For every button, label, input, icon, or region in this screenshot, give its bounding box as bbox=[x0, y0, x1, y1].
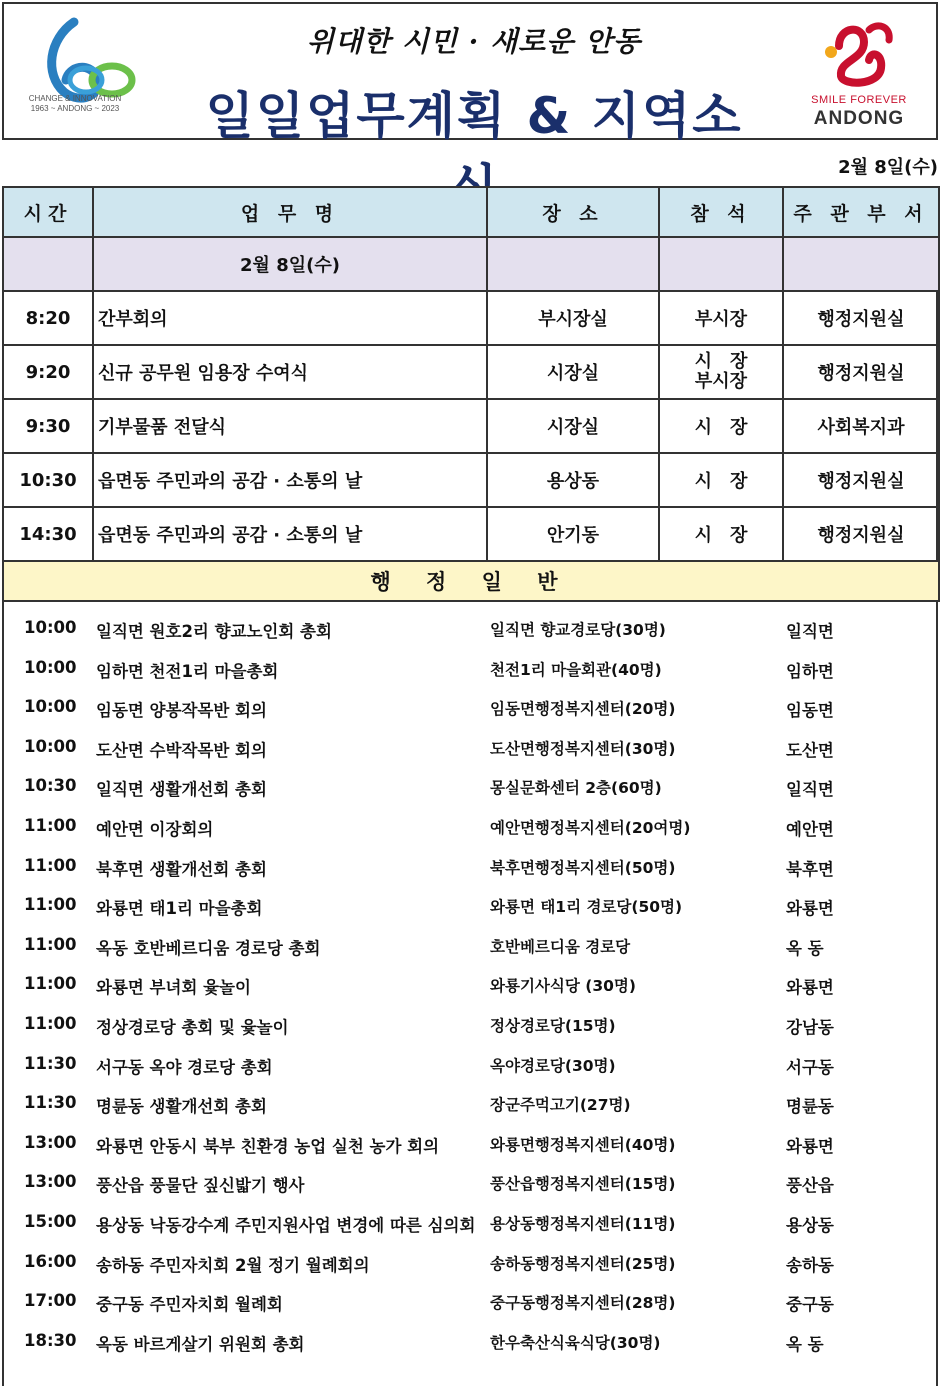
list-item bbox=[4, 766, 936, 806]
event-dept: 행정지원실 bbox=[783, 507, 939, 561]
general-time: 10:30 bbox=[24, 776, 77, 796]
general-place: 옥야경로당(30명) bbox=[490, 1056, 616, 1075]
event-task: 신규 공무원 임용장 수여식 bbox=[93, 345, 487, 399]
general-place: 예안면행정복지센터(20여명) bbox=[490, 818, 691, 837]
general-place: 호반베르디움 경로당 bbox=[490, 937, 631, 956]
logo-left-caption bbox=[10, 94, 140, 114]
list-item bbox=[4, 1083, 936, 1123]
general-time: 11:00 bbox=[24, 974, 77, 994]
list-item bbox=[4, 806, 936, 846]
table-row bbox=[3, 291, 939, 345]
general-dept: 와룡면 bbox=[786, 899, 834, 919]
list-item bbox=[4, 846, 936, 886]
event-time: 14:30 bbox=[3, 507, 93, 561]
general-time: 13:00 bbox=[24, 1132, 77, 1152]
general-time: 11:00 bbox=[24, 1013, 77, 1033]
table-row bbox=[3, 345, 939, 399]
date-row-label: 2월 8일(수) bbox=[93, 237, 487, 291]
general-time: 13:00 bbox=[24, 1172, 77, 1192]
date-row-empty bbox=[3, 237, 93, 291]
general-dept: 강남동 bbox=[786, 1017, 834, 1037]
general-dept: 와룡면 bbox=[786, 1136, 834, 1156]
event-place: 용상동 bbox=[487, 453, 659, 507]
general-dept: 송하동 bbox=[786, 1255, 834, 1275]
list-item bbox=[4, 1004, 936, 1044]
event-attend: 시 장 bbox=[659, 399, 783, 453]
general-dept: 명륜동 bbox=[786, 1097, 834, 1117]
general-task: 중구동 주민자치회 월례회 bbox=[96, 1295, 283, 1315]
table-row bbox=[3, 507, 939, 561]
general-time: 16:00 bbox=[24, 1251, 77, 1271]
general-time: 15:00 bbox=[24, 1211, 77, 1231]
event-time: 9:30 bbox=[3, 399, 93, 453]
slogan: 위대한 시민 · 새로운 안동 bbox=[306, 25, 642, 58]
event-attend: 시 장 bbox=[659, 453, 783, 507]
event-place: 시장실 bbox=[487, 399, 659, 453]
event-dept: 행정지원실 bbox=[783, 453, 939, 507]
general-time: 10:00 bbox=[24, 697, 77, 717]
general-place: 도산면행정복지센터(30명) bbox=[490, 739, 676, 758]
general-dept: 용상동 bbox=[786, 1215, 834, 1235]
general-dept: 예안면 bbox=[786, 819, 834, 839]
schedule-table bbox=[2, 186, 940, 602]
column-header-task: 업 무 명 bbox=[93, 187, 487, 237]
list-item bbox=[4, 1123, 936, 1163]
general-task: 풍산읍 풍물단 짚신밟기 행사 bbox=[96, 1176, 305, 1196]
general-place: 풍산읍행정복지센터(15명) bbox=[490, 1175, 676, 1194]
general-place: 임동면행정복지센터(20명) bbox=[490, 700, 676, 719]
general-task: 일직면 원호2리 향교노인회 총회 bbox=[96, 622, 332, 641]
general-task: 서구동 옥야 경로당 총회 bbox=[96, 1057, 273, 1077]
general-task: 임동면 양봉작목반 회의 bbox=[96, 701, 267, 721]
general-dept: 옥 동 bbox=[786, 938, 824, 958]
smile-andong-logo-icon bbox=[819, 16, 899, 88]
general-task: 임하면 천전1리 마을총회 bbox=[96, 661, 279, 681]
general-place: 북후면행정복지센터(50명) bbox=[490, 858, 676, 877]
general-task: 송하동 주민자치회 2월 정기 월례회의 bbox=[96, 1255, 370, 1275]
general-time: 10:00 bbox=[24, 618, 77, 637]
general-dept: 일직면 bbox=[786, 780, 834, 800]
general-place: 와룡면행정복지센터(40명) bbox=[490, 1135, 676, 1154]
date-row-empty bbox=[783, 237, 939, 291]
general-time: 10:00 bbox=[24, 657, 77, 677]
list-item bbox=[4, 1281, 936, 1321]
general-section-heading: 행 정 일 반 bbox=[3, 561, 939, 601]
general-time: 11:30 bbox=[24, 1093, 77, 1113]
list-item bbox=[4, 608, 936, 648]
general-dept: 임하면 bbox=[786, 661, 834, 681]
general-place: 송하동행정복지센터(25명) bbox=[490, 1254, 676, 1273]
event-attend-line: 시 장 bbox=[694, 351, 748, 372]
general-place: 중구동행정복지센터(28명) bbox=[490, 1294, 676, 1313]
general-dept: 북후면 bbox=[786, 859, 834, 879]
column-header-place: 장 소 bbox=[487, 187, 659, 237]
date-row bbox=[3, 237, 939, 291]
list-item bbox=[4, 648, 936, 688]
header-banner bbox=[2, 2, 938, 145]
general-task: 와룡면 안동시 북부 친환경 농업 실천 농가 회의 bbox=[96, 1136, 440, 1156]
general-time: 11:00 bbox=[24, 895, 77, 915]
general-place: 와룡기사식당 (30명) bbox=[490, 977, 636, 996]
general-place: 일직면 향교경로당(30명) bbox=[490, 621, 666, 639]
event-time: 8:20 bbox=[3, 291, 93, 345]
general-task: 일직면 생활개선회 총회 bbox=[96, 780, 267, 800]
event-task: 읍면동 주민과의 공감 · 소통의 날 bbox=[93, 453, 487, 507]
general-dept: 중구동 bbox=[786, 1295, 834, 1315]
general-task: 예안면 이장회의 bbox=[96, 819, 214, 839]
event-task: 기부물품 전달식 bbox=[93, 399, 487, 453]
general-place: 한우축산식육식당(30명) bbox=[490, 1333, 661, 1352]
date-row-empty bbox=[487, 237, 659, 291]
general-task: 명륜동 생활개선회 총회 bbox=[96, 1097, 267, 1117]
event-attend-line: 부시장 bbox=[694, 371, 748, 392]
list-item bbox=[4, 1242, 936, 1282]
event-time: 9:20 bbox=[3, 345, 93, 399]
table-row bbox=[3, 399, 939, 453]
general-time: 18:30 bbox=[24, 1330, 77, 1350]
general-dept: 도산면 bbox=[786, 740, 834, 760]
general-time: 11:30 bbox=[24, 1053, 77, 1073]
column-header-dept: 주 관 부 서 bbox=[783, 187, 939, 237]
general-task: 정상경로당 총회 및 윷놀이 bbox=[96, 1017, 289, 1037]
column-header-time: 시간 bbox=[3, 187, 93, 237]
logo-left-tagline: CHANGE & INNOVATION bbox=[28, 94, 122, 103]
general-place: 천전1리 마을회관(40명) bbox=[490, 660, 662, 679]
general-task: 용상동 낙동강수계 주민지원사업 변경에 따른 심의회 bbox=[96, 1215, 476, 1235]
date-row-empty bbox=[659, 237, 783, 291]
general-task: 북후면 생활개선회 총회 bbox=[96, 859, 267, 879]
table-row bbox=[3, 453, 939, 507]
list-item bbox=[4, 925, 936, 965]
list-item bbox=[4, 885, 936, 925]
page-title: 일일업무계획 & 지역소 bbox=[205, 87, 743, 145]
general-dept: 옥 동 bbox=[786, 1334, 824, 1354]
logo-right-name: ANDONG bbox=[813, 108, 905, 129]
general-dept: 일직면 bbox=[786, 622, 834, 641]
event-task: 읍면동 주민과의 공감 · 소통의 날 bbox=[93, 507, 487, 561]
general-dept: 임동면 bbox=[786, 701, 834, 721]
event-task: 간부회의 bbox=[93, 291, 487, 345]
logo-right-tagline: SMILE FOREVER bbox=[811, 94, 907, 106]
general-task: 옥동 호반베르디움 경로당 총회 bbox=[96, 938, 321, 958]
event-dept: 사회복지과 bbox=[783, 399, 939, 453]
general-place: 와룡면 태1리 경로당(50명) bbox=[490, 898, 683, 917]
logo-left-years: 1963 ~ ANDONG ~ 2023 bbox=[30, 104, 120, 113]
column-header-attend: 참 석 bbox=[659, 187, 783, 237]
event-time: 10:30 bbox=[3, 453, 93, 507]
general-time: 11:00 bbox=[24, 934, 77, 954]
list-item bbox=[4, 1321, 936, 1361]
general-place: 용상동행정복지센터(11명) bbox=[490, 1214, 676, 1233]
list-item bbox=[4, 1044, 936, 1084]
event-attend: 부시장 bbox=[659, 291, 783, 345]
event-dept: 행정지원실 bbox=[783, 291, 939, 345]
general-dept: 풍산읍 bbox=[786, 1176, 834, 1196]
event-place: 시장실 bbox=[487, 345, 659, 399]
general-task: 옥동 바르게살기 위원회 총회 bbox=[96, 1334, 305, 1354]
general-time: 17:00 bbox=[24, 1291, 77, 1311]
general-dept: 서구동 bbox=[786, 1057, 834, 1077]
general-time: 10:00 bbox=[24, 736, 77, 756]
general-task: 도산면 수박작목반 회의 bbox=[96, 740, 267, 760]
general-place: 장군주먹고기(27명) bbox=[490, 1096, 631, 1115]
general-place: 몽실문화센터 2층(60명) bbox=[490, 779, 662, 798]
general-task: 와룡면 부녀회 윷놀이 bbox=[96, 978, 251, 998]
event-attend: 시 장 bbox=[659, 507, 783, 561]
general-list bbox=[4, 608, 936, 1360]
general-dept: 와룡면 bbox=[786, 978, 834, 998]
general-place: 정상경로당(15명) bbox=[490, 1016, 616, 1035]
list-item bbox=[4, 727, 936, 767]
list-item bbox=[4, 1162, 936, 1202]
general-time: 11:00 bbox=[24, 855, 77, 875]
general-section-header-row bbox=[3, 561, 939, 601]
event-place: 안기동 bbox=[487, 507, 659, 561]
general-task: 와룡면 태1리 마을총회 bbox=[96, 899, 263, 919]
table-header-row bbox=[3, 187, 939, 237]
event-dept: 행정지원실 bbox=[783, 345, 939, 399]
general-time: 11:00 bbox=[24, 815, 77, 835]
event-place: 부시장실 bbox=[487, 291, 659, 345]
event-attend bbox=[659, 345, 783, 399]
list-item bbox=[4, 964, 936, 1004]
list-item bbox=[4, 687, 936, 727]
list-item bbox=[4, 1202, 936, 1242]
report-date: 2월 8일(수) bbox=[838, 157, 938, 178]
